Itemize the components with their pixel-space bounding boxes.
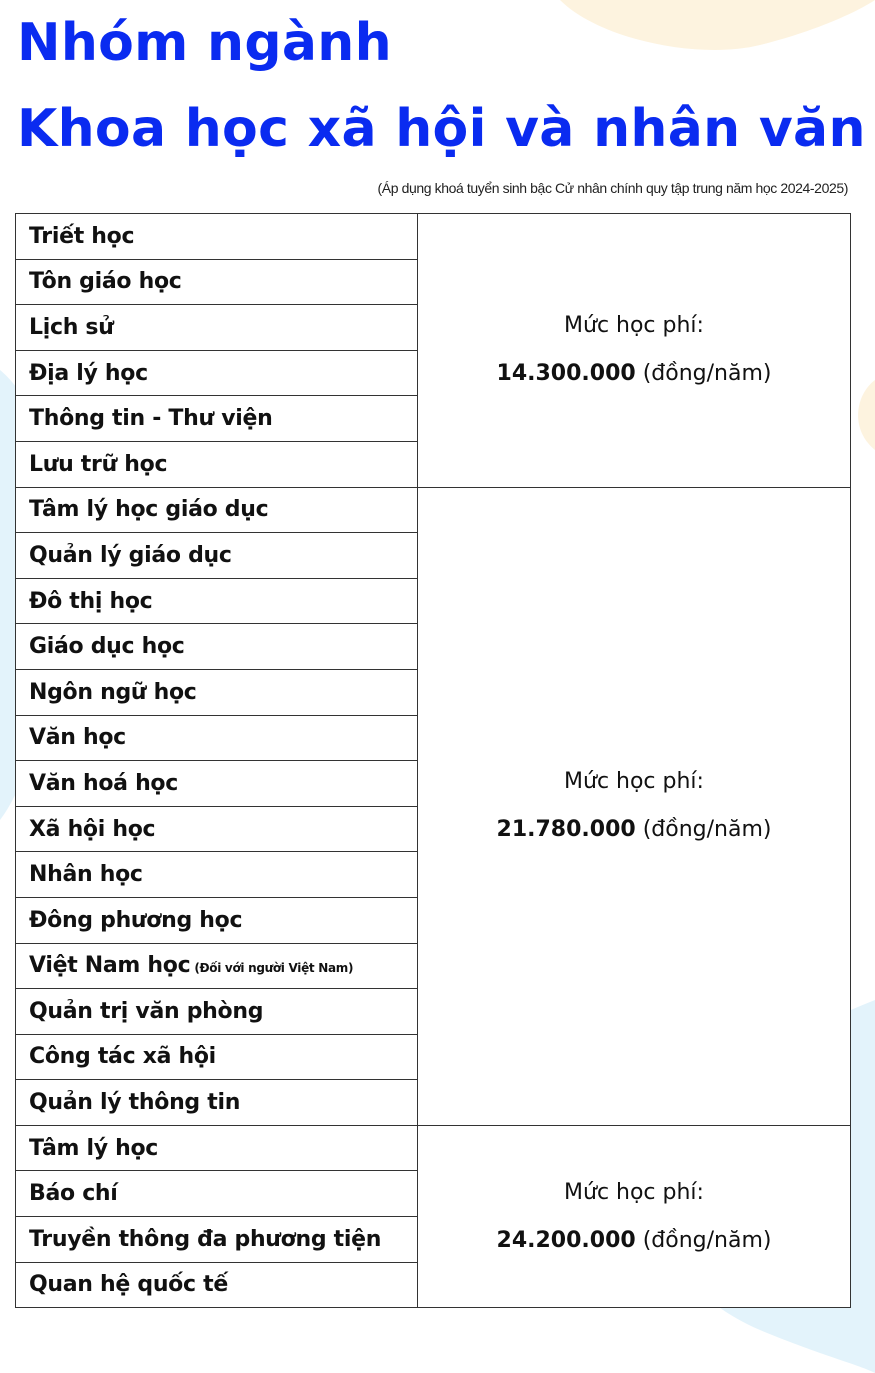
- table-row: [16, 487, 851, 533]
- major-name: Tôn giáo học: [29, 269, 182, 295]
- major-name: Văn học: [29, 725, 126, 751]
- tuition-fee-table-body: [16, 214, 851, 1308]
- major-cell: [16, 487, 418, 533]
- major-name: Tâm lý học giáo dục: [29, 497, 269, 523]
- major-name: Quan hệ quốc tế: [29, 1272, 228, 1298]
- major-name: Việt Nam học: [29, 953, 191, 979]
- fee-cell: [418, 1125, 851, 1307]
- title-line-1: Nhóm ngành: [17, 13, 392, 73]
- fee-cell: [418, 214, 851, 488]
- major-cell: [16, 1262, 418, 1308]
- fee-amount: 24.200.000: [496, 1227, 636, 1253]
- major-name: Công tác xã hội: [29, 1044, 216, 1070]
- table-row: [16, 1125, 851, 1171]
- fee-value-line: [497, 361, 772, 386]
- major-cell: [16, 350, 418, 396]
- major-cell: [16, 715, 418, 761]
- fee-label: Mức học phí:: [564, 313, 704, 339]
- fee-value-line: [497, 1228, 772, 1253]
- major-cell: [16, 669, 418, 715]
- major-cell: [16, 761, 418, 807]
- major-name: Giáo dục học: [29, 634, 185, 660]
- major-name: Nhân học: [29, 862, 143, 888]
- major-note: (Đối với người Việt Nam): [194, 961, 354, 976]
- page-title: [17, 0, 866, 172]
- major-name: Quản lý thông tin: [29, 1090, 241, 1116]
- major-name: Tâm lý học: [29, 1135, 159, 1161]
- major-name: Đô thị học: [29, 588, 153, 614]
- major-cell: [16, 259, 418, 305]
- major-cell: [16, 852, 418, 898]
- fee-unit: (đồng/năm): [642, 361, 772, 387]
- major-name: Quản lý giáo dục: [29, 542, 232, 568]
- major-name: Văn hoá học: [29, 770, 178, 796]
- major-name: Lưu trữ học: [29, 451, 168, 477]
- major-name: Xã hội học: [29, 816, 156, 842]
- major-name: Quản trị văn phòng: [29, 998, 264, 1024]
- tuition-fee-table: [15, 213, 851, 1308]
- fee-amount: 14.300.000: [496, 361, 636, 387]
- table-row: [16, 214, 851, 260]
- major-name: Thông tin - Thư viện: [29, 406, 273, 432]
- major-cell: [16, 624, 418, 670]
- major-name: Đông phương học: [29, 907, 243, 933]
- major-cell: [16, 806, 418, 852]
- major-cell: [16, 1034, 418, 1080]
- subtitle-note: (Áp dụng khoá tuyển sinh bậc Cử nhân chính quy tập trung năm học 2024-2025): [377, 180, 848, 196]
- major-cell: [16, 897, 418, 943]
- major-name: Lịch sử: [29, 314, 114, 340]
- fee-value-line: [497, 817, 772, 842]
- major-name: Ngôn ngữ học: [29, 679, 197, 705]
- fee-unit: (đồng/năm): [642, 1227, 772, 1253]
- fee-unit: (đồng/năm): [642, 817, 772, 843]
- major-cell: [16, 943, 418, 989]
- major-cell: [16, 441, 418, 487]
- major-cell: [16, 1171, 418, 1217]
- major-cell: [16, 578, 418, 624]
- major-name: Truyền thông đa phương tiện: [29, 1226, 382, 1252]
- major-cell: [16, 1080, 418, 1126]
- cream-blob-right-edge: [858, 380, 875, 450]
- fee-cell: [418, 487, 851, 1125]
- fee-label: Mức học phí:: [564, 769, 704, 795]
- fee-label: Mức học phí:: [564, 1179, 704, 1205]
- major-cell: [16, 989, 418, 1035]
- major-cell: [16, 1125, 418, 1171]
- major-cell: [16, 396, 418, 442]
- fee-amount: 21.780.000: [496, 817, 636, 843]
- major-name: Báo chí: [29, 1181, 118, 1207]
- major-cell: [16, 533, 418, 579]
- major-cell: [16, 305, 418, 351]
- major-name: Triết học: [29, 223, 135, 249]
- major-name: Địa lý học: [29, 360, 148, 386]
- title-line-2: Khoa học xã hội và nhân văn: [17, 99, 866, 159]
- major-cell: [16, 214, 418, 260]
- major-cell: [16, 1217, 418, 1263]
